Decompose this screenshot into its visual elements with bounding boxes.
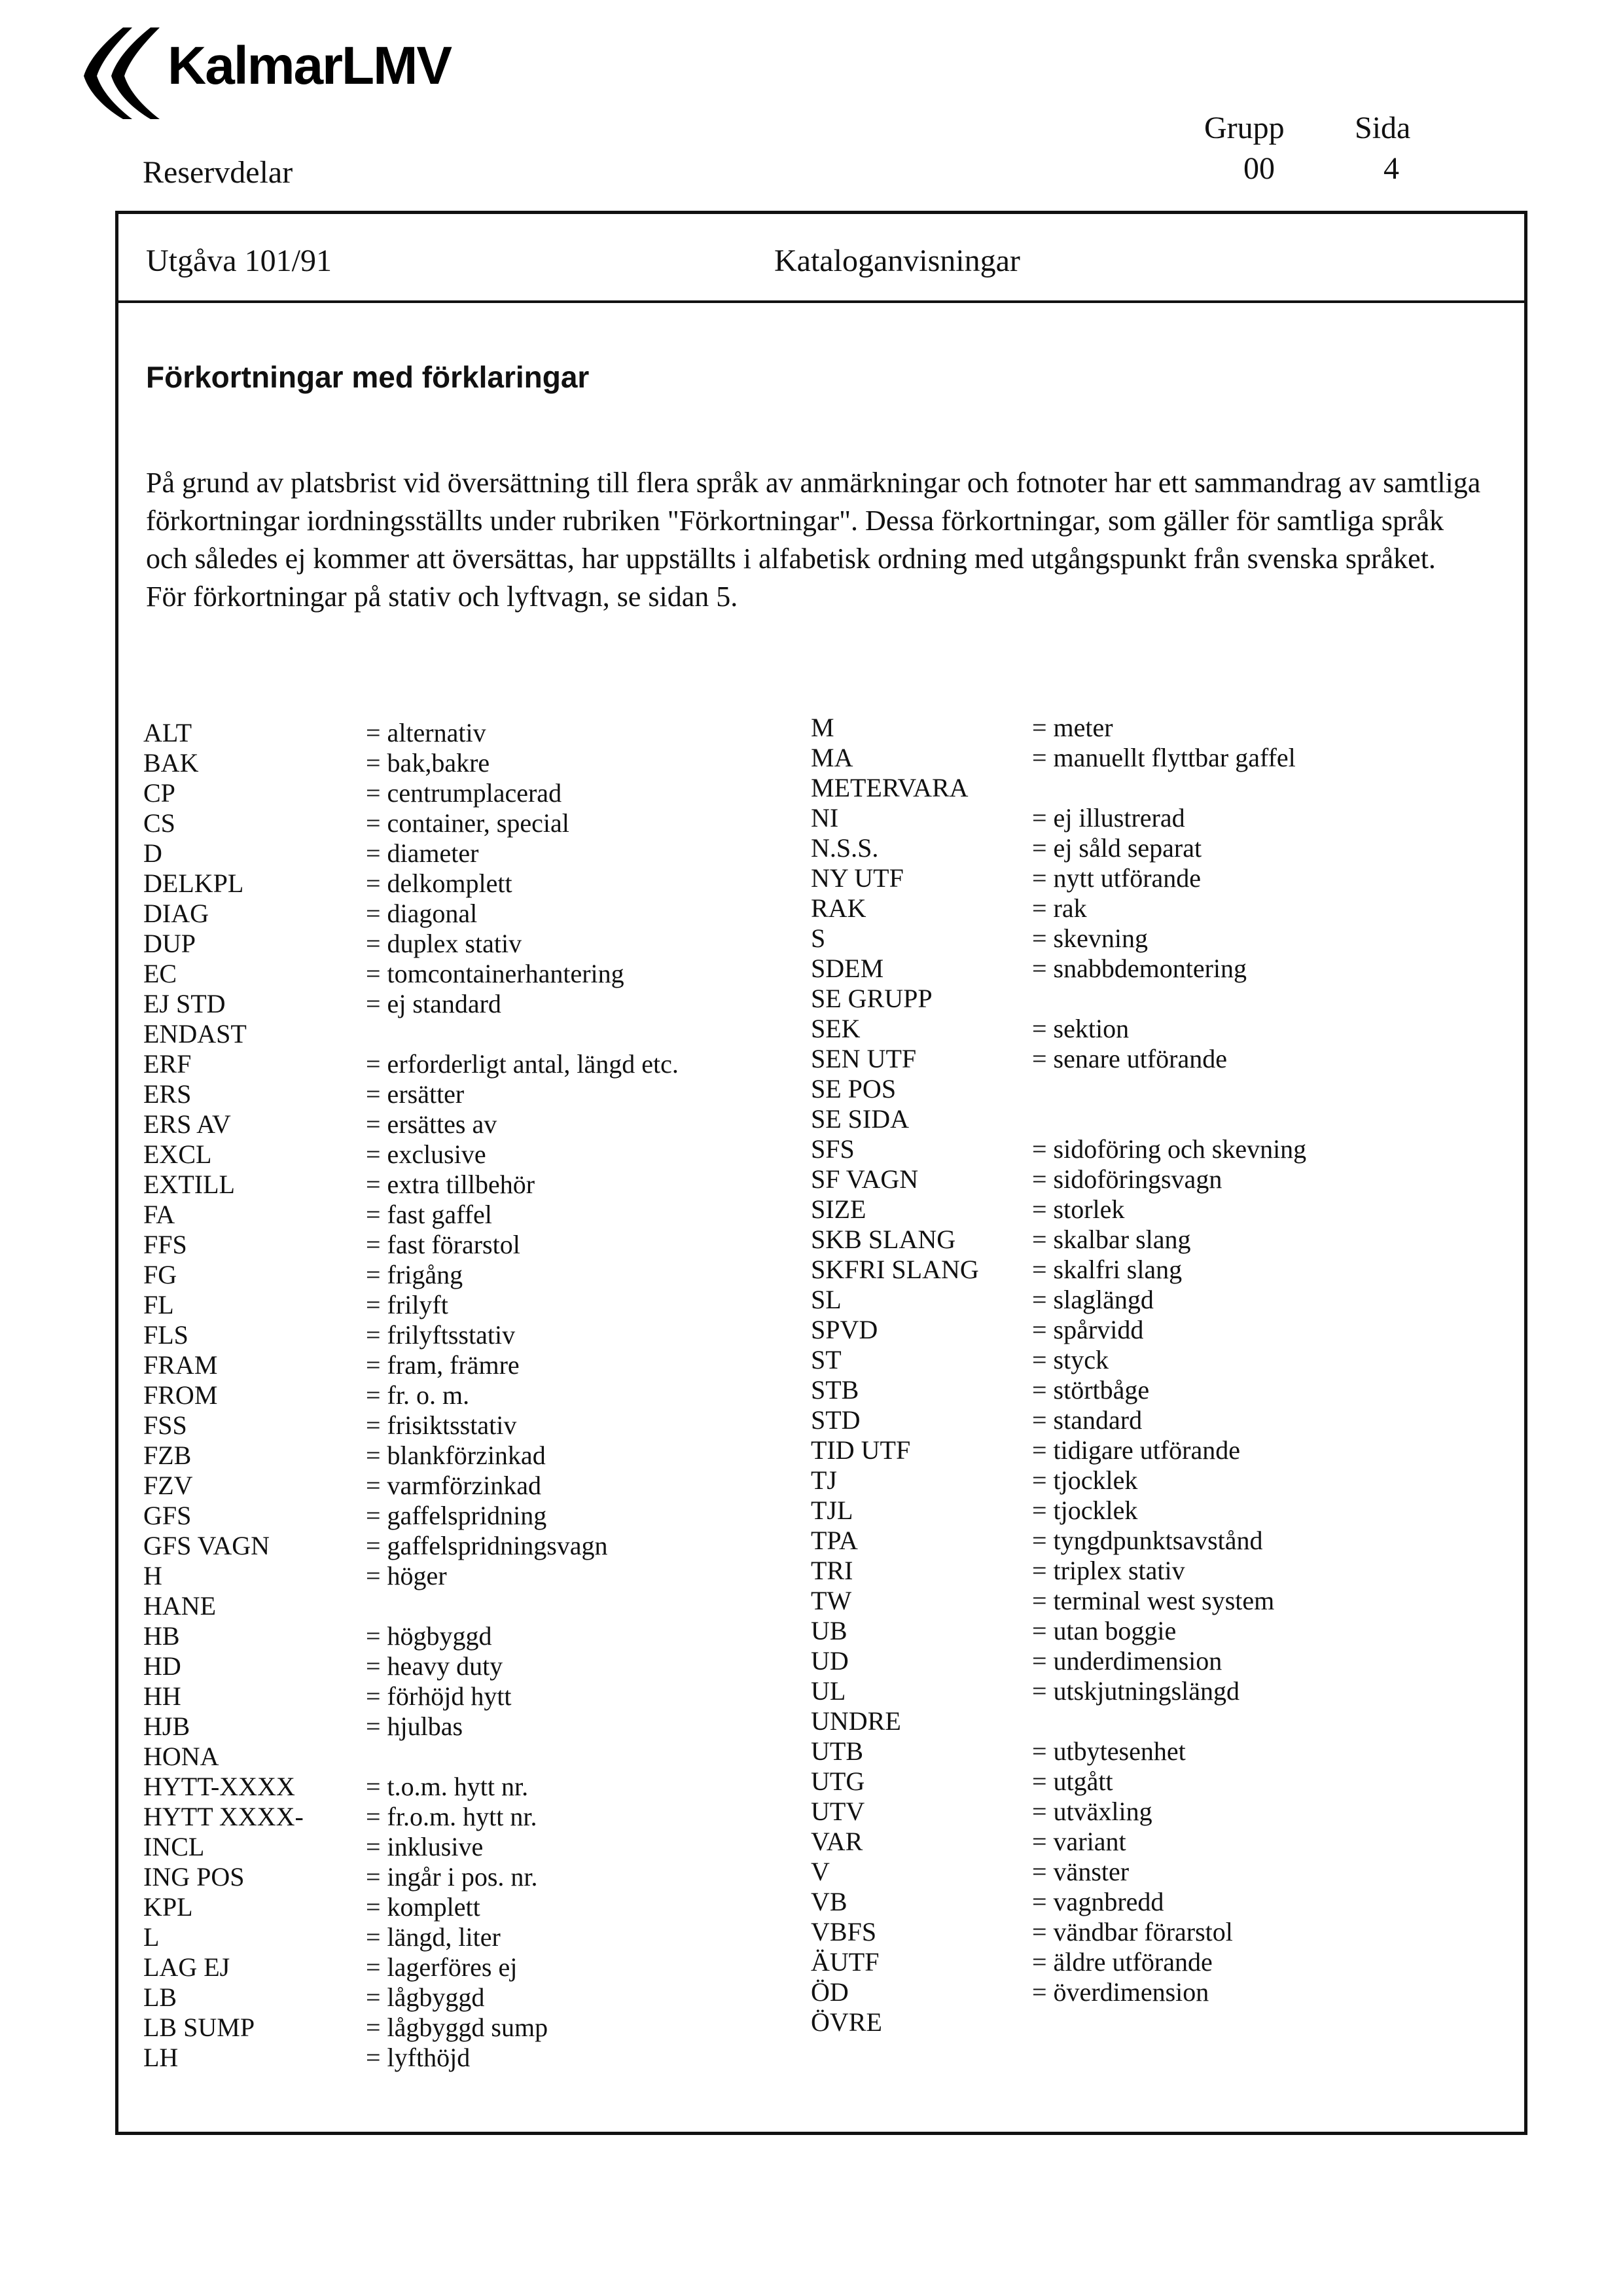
abbreviation-code: VBFS xyxy=(811,1917,877,1946)
abbreviation-code: SKFRI SLANG xyxy=(811,1255,979,1284)
abbreviation-definition: = utskjutningslängd xyxy=(1032,1676,1240,1706)
abbreviation-definition: = ersätter xyxy=(366,1079,465,1109)
abbreviation-code: ÄUTF xyxy=(811,1947,880,1977)
abbreviation-code: CP xyxy=(143,778,175,808)
abbreviation-definition: = tyngdpunktsavstånd xyxy=(1032,1526,1263,1555)
abbreviation-definition: = container, special xyxy=(366,808,569,838)
abbreviation-definition: = utan boggie xyxy=(1032,1616,1177,1645)
sida-value: 4 xyxy=(1383,151,1399,186)
section-heading: Förkortningar med förklaringar xyxy=(146,360,590,394)
abbreviation-definition: = styck xyxy=(1032,1345,1109,1374)
abbreviation-code: UD xyxy=(811,1646,849,1676)
abbreviation-code: FZB xyxy=(143,1441,192,1470)
frame-title: Kataloganvisningar xyxy=(774,243,1020,278)
abbreviation-code: UB xyxy=(811,1616,847,1645)
abbreviation-definition: = varmförzinkad xyxy=(366,1471,542,1500)
abbreviation-definition: = lyfthöjd xyxy=(366,2043,471,2072)
abbreviation-code: ENDAST xyxy=(143,1019,247,1049)
abbreviation-definition: = spårvidd xyxy=(1032,1315,1144,1344)
abbreviation-definition: = skalfri slang xyxy=(1032,1255,1183,1284)
grupp-label: Grupp xyxy=(1204,111,1285,145)
intro-paragraph: På grund av platsbrist vid översättning till flera språk av anmärkningar och fotnoter har ett sammandrag av samtliga förkortningar iordningsställts under rubriken "Förkortningar". Dessa förkortningar, som gäller för samtliga språk och således ej kommer att översättas, har uppställts i alfabetisk ordning med utgångspunkt från svenska språket. För förkortningar på stativ och lyftvagn, se sidan 5. xyxy=(146,467,1481,613)
abbreviation-code: TJL xyxy=(811,1496,853,1525)
abbreviation-code: DIAG xyxy=(143,899,209,928)
abbreviation-code: METERVARA xyxy=(811,773,969,802)
abbreviation-definition: = snabbdemontering xyxy=(1032,954,1247,983)
abbreviation-definition: = skalbar slang xyxy=(1032,1225,1191,1254)
abbreviation-code: MA xyxy=(811,743,853,772)
abbreviation-code: VB xyxy=(811,1887,847,1916)
abbreviation-definition: = delkomplett xyxy=(366,869,512,898)
kalmar-chevron-icon xyxy=(77,24,169,122)
abbreviation-code: ÖD xyxy=(811,1977,849,2007)
abbreviation-code: TID UTF xyxy=(811,1435,911,1465)
abbreviation-definition: = inklusive xyxy=(366,1832,484,1861)
abbreviation-code: SL xyxy=(811,1285,842,1314)
abbreviation-code: SEK xyxy=(811,1014,861,1043)
abbreviation-definition: = standard xyxy=(1032,1405,1143,1435)
frame-header xyxy=(118,214,1524,303)
abbreviation-code: VAR xyxy=(811,1827,863,1856)
abbreviation-code: N.S.S. xyxy=(811,833,879,863)
abbreviation-definition: = tjocklek xyxy=(1032,1496,1138,1525)
abbreviation-definition: = ersättes av xyxy=(366,1109,497,1139)
abbreviation-code: ALT xyxy=(143,718,192,747)
abbreviation-code: M xyxy=(811,713,834,742)
abbreviation-code: KPL xyxy=(143,1892,193,1922)
abbreviation-definition: = fram, främre xyxy=(366,1350,520,1380)
abbreviation-code: UNDRE xyxy=(811,1706,901,1736)
abbreviation-definition: = heavy duty xyxy=(366,1651,503,1681)
abbreviation-definition: = komplett xyxy=(366,1892,480,1922)
abbreviation-definition: = vagnbredd xyxy=(1032,1887,1164,1916)
abbreviation-definition: = rak xyxy=(1032,893,1087,923)
abbreviation-definition: = extra tillbehör xyxy=(366,1170,535,1199)
abbreviation-code: UL xyxy=(811,1676,846,1706)
abbreviation-code: HJB xyxy=(143,1712,190,1741)
abbreviation-definition: = utgått xyxy=(1032,1767,1113,1796)
abbreviation-definition: = frigång xyxy=(366,1260,463,1289)
abbreviation-code: HANE xyxy=(143,1591,217,1621)
abbreviation-code: SKB SLANG xyxy=(811,1225,956,1254)
edition-label: Utgåva 101/91 xyxy=(146,243,332,278)
abbreviation-code: HD xyxy=(143,1651,181,1681)
abbreviation-definition: = tidigare utförande xyxy=(1032,1435,1240,1465)
section-label: Reservdelar xyxy=(143,155,293,190)
abbreviation-code: FSS xyxy=(143,1410,187,1440)
abbreviation-code: DUP xyxy=(143,929,196,958)
abbreviation-definition: = fr. o. m. xyxy=(366,1380,470,1410)
abbreviation-code: ERS xyxy=(143,1079,192,1109)
abbreviation-definition: = frisiktsstativ xyxy=(366,1410,517,1440)
abbreviation-definition: = höger xyxy=(366,1561,447,1590)
abbreviation-code: H xyxy=(143,1561,162,1590)
abbreviation-definition: = erforderligt antal, längd etc. xyxy=(366,1049,679,1079)
abbreviation-definition: = senare utförande xyxy=(1032,1044,1227,1073)
company-logo xyxy=(77,24,483,122)
abbreviation-code: SE POS xyxy=(811,1074,897,1103)
abbreviation-code: UTG xyxy=(811,1767,865,1796)
abbreviation-code: TPA xyxy=(811,1526,858,1555)
abbreviation-code: SEN UTF xyxy=(811,1044,917,1073)
abbreviation-code: V xyxy=(811,1857,830,1886)
abbreviation-code: LAG EJ xyxy=(143,1952,230,1982)
brand-name: KalmarLMV xyxy=(168,36,452,96)
abbreviation-definition: = sektion xyxy=(1032,1014,1130,1043)
abbreviation-code: UTV xyxy=(811,1797,865,1826)
abbreviation-definition: = vändbar förarstol xyxy=(1032,1917,1233,1946)
abbreviation-code: HYTT XXXX- xyxy=(143,1802,304,1831)
abbreviation-code: ERS AV xyxy=(143,1109,231,1139)
abbreviation-definition: = gaffelspridning xyxy=(366,1501,547,1530)
abbreviation-definition: = förhöjd hytt xyxy=(366,1681,512,1711)
abbreviation-definition: = fast gaffel xyxy=(366,1200,492,1229)
abbreviation-code: CS xyxy=(143,808,175,838)
margin-mark xyxy=(1524,655,1527,673)
abbreviation-code: SIZE xyxy=(811,1194,866,1224)
abbreviation-code: SDEM xyxy=(811,954,884,983)
abbreviation-code: GFS xyxy=(143,1501,192,1530)
abbreviation-definition: = sidoföring och skevning xyxy=(1032,1134,1307,1164)
abbreviation-definition: = frilyftsstativ xyxy=(366,1320,516,1350)
margin-mark xyxy=(1524,738,1527,830)
abbreviation-definition: = nytt utförande xyxy=(1032,863,1202,893)
abbreviation-definition: = centrumplacerad xyxy=(366,778,562,808)
abbreviation-code: ÖVRE xyxy=(811,2007,882,2037)
abbreviation-code: TW xyxy=(811,1586,852,1615)
abbreviation-code: LH xyxy=(143,2043,179,2072)
abbreviation-code: NY UTF xyxy=(811,863,904,893)
abbreviation-code: ST xyxy=(811,1345,842,1374)
abbreviation-code: TJ xyxy=(811,1465,837,1495)
abbreviation-definition: = överdimension xyxy=(1032,1977,1209,2007)
abbreviation-code: UTB xyxy=(811,1736,863,1766)
abbreviation-definition: = ej såld separat xyxy=(1032,833,1202,863)
abbreviation-definition: = duplex stativ xyxy=(366,929,522,958)
abbreviation-definition: = lagerföres ej xyxy=(366,1952,518,1982)
abbreviation-definition: = fast förarstol xyxy=(366,1230,520,1259)
abbreviation-code: FZV xyxy=(143,1471,193,1500)
abbreviation-code: HONA xyxy=(143,1742,219,1771)
abbreviation-code: TRI xyxy=(811,1556,853,1585)
abbreviation-code: LB xyxy=(143,1982,177,2012)
abbreviation-code: ERF xyxy=(143,1049,192,1079)
margin-mark xyxy=(1524,902,1527,974)
abbreviation-code: STD xyxy=(811,1405,861,1435)
abbreviation-code: FA xyxy=(143,1200,175,1229)
abbreviation-definition: = sidoföringsvagn xyxy=(1032,1164,1222,1194)
abbreviation-definition: = exclusive xyxy=(366,1139,486,1169)
abbreviation-definition: = ej illustrerad xyxy=(1032,803,1185,833)
abbreviation-definition: = gaffelspridningsvagn xyxy=(366,1531,608,1560)
abbreviation-code: FLS xyxy=(143,1320,188,1350)
abbreviation-definition: = störtbåge xyxy=(1032,1375,1150,1405)
abbreviation-definition: = hjulbas xyxy=(366,1712,463,1741)
abbreviation-code: HH xyxy=(143,1681,181,1711)
abbreviation-code: EXTILL xyxy=(143,1170,235,1199)
sida-label: Sida xyxy=(1355,111,1411,145)
abbreviation-definition: = variant xyxy=(1032,1827,1126,1856)
abbreviation-code: SE SIDA xyxy=(811,1104,910,1134)
abbreviation-definition: = äldre utförande xyxy=(1032,1947,1213,1977)
abbreviation-definition: = t.o.m. hytt nr. xyxy=(366,1772,529,1801)
abbreviation-definition: = alternativ xyxy=(366,718,486,747)
abbreviation-definition: = frilyft xyxy=(366,1290,448,1319)
margin-mark xyxy=(1524,1426,1527,1488)
abbreviation-definition: = diameter xyxy=(366,838,479,868)
abbreviation-definition: = manuellt flyttbar gaffel xyxy=(1032,743,1296,772)
abbreviation-definition: = bak,bakre xyxy=(366,748,490,778)
abbreviation-code: FG xyxy=(143,1260,177,1289)
abbreviation-definition: = meter xyxy=(1032,713,1113,742)
abbreviation-code: LB SUMP xyxy=(143,2013,255,2042)
abbreviation-definition: = ingår i pos. nr. xyxy=(366,1862,538,1892)
abbreviation-definition: = underdimension xyxy=(1032,1646,1222,1676)
abbreviation-code: FL xyxy=(143,1290,174,1319)
abbreviation-definition: = lågbyggd xyxy=(366,1982,485,2012)
abbreviation-code: GFS VAGN xyxy=(143,1531,270,1560)
abbreviation-code: DELKPL xyxy=(143,869,244,898)
abbreviation-definition: = vänster xyxy=(1032,1857,1130,1886)
abbreviation-code: STB xyxy=(811,1375,859,1405)
abbreviation-code: HB xyxy=(143,1621,180,1651)
abbreviation-definition: = fr.o.m. hytt nr. xyxy=(366,1802,537,1831)
abbreviation-code: L xyxy=(143,1922,160,1952)
abbreviation-code: EJ STD xyxy=(143,989,226,1018)
abbreviation-definition: = högbyggd xyxy=(366,1621,492,1651)
abbreviation-code: D xyxy=(143,838,162,868)
abbreviation-definition: = skevning xyxy=(1032,924,1148,953)
abbreviation-definition: = blankförzinkad xyxy=(366,1441,546,1470)
abbreviation-code: HYTT-XXXX xyxy=(143,1772,295,1801)
abbreviation-code: FROM xyxy=(143,1380,218,1410)
abbreviation-code: FRAM xyxy=(143,1350,218,1380)
abbreviation-code: EC xyxy=(143,959,177,988)
abbreviation-code: SE GRUPP xyxy=(811,984,933,1013)
abbreviation-code: EXCL xyxy=(143,1139,212,1169)
abbreviation-definition: = terminal west system xyxy=(1032,1586,1275,1615)
content-frame xyxy=(115,211,1527,2135)
abbreviation-definition: = storlek xyxy=(1032,1194,1125,1224)
abbreviation-definition: = tomcontainerhantering xyxy=(366,959,624,988)
abbreviation-code: SFS xyxy=(811,1134,855,1164)
abbreviation-definition: = utväxling xyxy=(1032,1797,1152,1826)
abbreviation-code: SPVD xyxy=(811,1315,878,1344)
abbreviation-code: INCL xyxy=(143,1832,205,1861)
abbreviation-code: NI xyxy=(811,803,839,833)
abbreviation-definition: = diagonal xyxy=(366,899,478,928)
abbreviation-definition: = lågbyggd sump xyxy=(366,2013,548,2042)
abbreviation-definition: = längd, liter xyxy=(366,1922,501,1952)
abbreviation-definition: = tjocklek xyxy=(1032,1465,1138,1495)
margin-mark xyxy=(1524,1138,1527,1183)
abbreviation-definition: = triplex stativ xyxy=(1032,1556,1185,1585)
abbreviation-code: RAK xyxy=(811,893,866,923)
abbreviation-code: S xyxy=(811,924,826,953)
abbreviation-definition: = slaglängd xyxy=(1032,1285,1154,1314)
abbreviation-code: BAK xyxy=(143,748,199,778)
grupp-value: 00 xyxy=(1243,151,1275,186)
abbreviation-code: FFS xyxy=(143,1230,187,1259)
abbreviation-definition: = utbytesenhet xyxy=(1032,1736,1186,1766)
abbreviation-code: ING POS xyxy=(143,1862,245,1892)
abbreviation-code: SF VAGN xyxy=(811,1164,919,1194)
abbreviation-definition: = ej standard xyxy=(366,989,501,1018)
